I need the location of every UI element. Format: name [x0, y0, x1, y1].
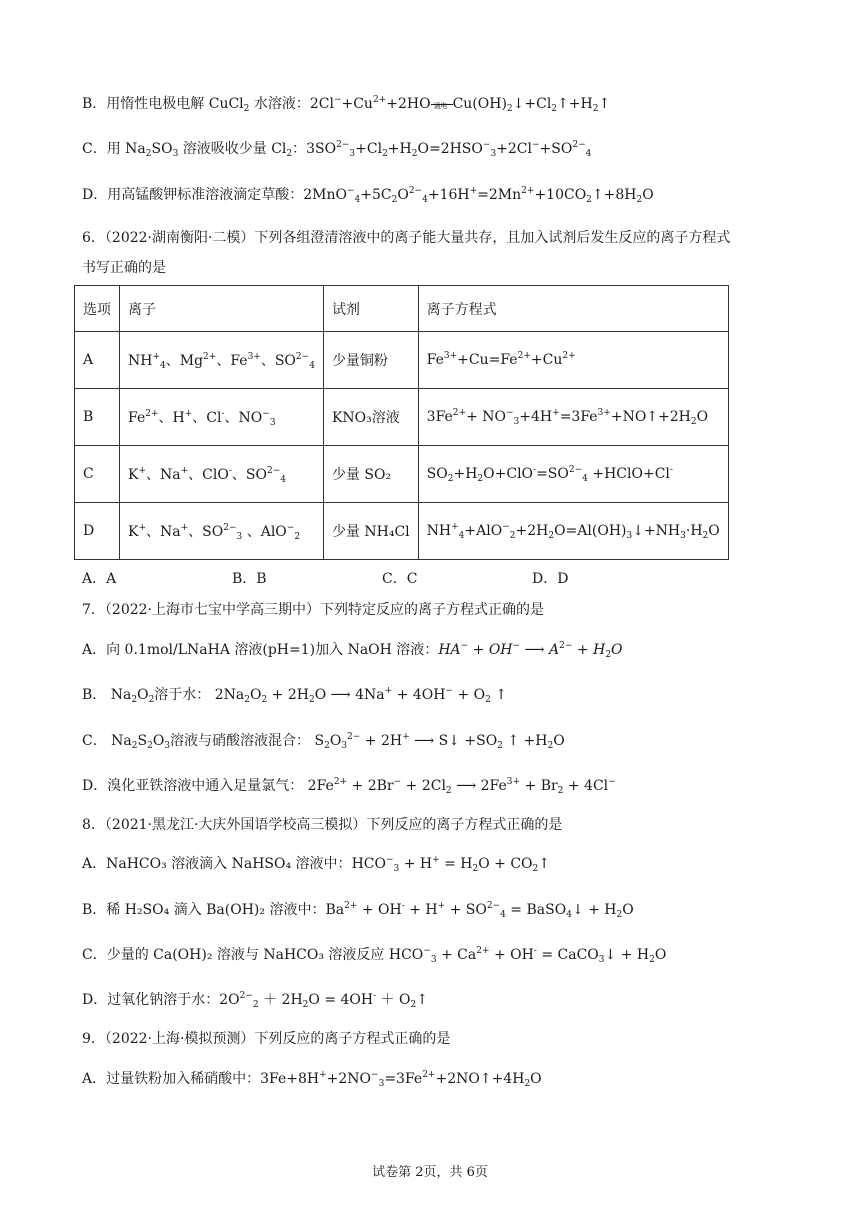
q7-option-d: D．溴化亚铁溶液中通入足量氯气： $2Fe^{2+} + 2Br^- + 2Cl_2$ ⟶ $2Fe^{3+} + Br_2 + 4Cl^-$	[82, 777, 616, 796]
row-equation: $Fe^{3+}+Cu=Fe^{2+}+Cu^{2+}$	[418, 332, 728, 389]
q8-option-d: D．过氧化钠溶于水：$2O^{2-}_2 + 2H_2O = 4OH^-$ ＋ $O_2↑$	[82, 991, 429, 1010]
row-reagent: 少量 SO₂	[323, 446, 418, 503]
table-row	[75, 389, 729, 446]
row-ions: $NH^+_4$、$Mg^{2+}$、$Fe^{3+}$、$SO^{2-}_4$	[120, 332, 324, 389]
q6-stem-line1: 6．（2022·湖南衡阳·二模）下列各组澄清溶液中的离子能大量共存，且加入试剂后发生反应的离子方程式	[82, 230, 731, 246]
q8-option-c: C．少量的 Ca(OH)₂ 溶液与 NaHCO₃ 溶液反应 $HCO^-_3 + Ca^{2+} + OH^-$ = CaCO$_3$↓ + $H_2O$	[82, 946, 667, 965]
table-header-row	[75, 286, 729, 332]
row-reagent: 少量铜粉	[323, 332, 418, 389]
q6-stem-line2: 书写正确的是	[82, 260, 166, 276]
q5-option-d: D．用高锰酸钾标准溶液滴定草酸：$2MnO^-_4+5C_2O^{2-}_4+16H^+=2Mn^{2+}+10CO_2↑+8H_2O$	[82, 186, 654, 205]
q7-option-b-mid: 溶于水：	[154, 687, 211, 703]
header-equation: 离子方程式	[418, 286, 728, 332]
q8-option-a: A．NaHCO₃ 溶液滴入 NaHSO₄ 溶液中：$HCO^-_3 + H^+ = H_2O$ + $CO_2↑$	[82, 855, 550, 874]
q8-stem: 8．（2021·黑龙江·大庆外国语学校高三模拟）下列反应的离子方程式正确的是	[82, 817, 563, 833]
q7-option-a-label: A．向 0.1mol/LNaHA 溶液(pH=1)加入 NaOH 溶液：	[82, 642, 439, 658]
q8-option-b: B．稀 H₂SO₄ 滴入 Ba(OH)₂ 溶液中：$Ba^{2+} + OH^- + H^+ + SO^{2-}_4$ = BaSO$_4$↓ + $H_2O$	[82, 901, 634, 920]
table-row	[75, 446, 729, 503]
q8-option-c-label: C．少量的 Ca(OH)₂ 溶液与 NaHCO₃ 溶液反应	[82, 947, 389, 963]
row-equation: $SO_2+H_2O+ClO^-=SO^{2-}_4$ +HClO+Cl-	[418, 446, 728, 503]
q5-option-b-label: B．用惰性电极电解 CuCl	[82, 96, 244, 112]
q6-answer-d: D．D	[532, 571, 569, 587]
q8-option-a-label: A．NaHCO₃ 溶液滴入 NaHSO₄ 溶液中：	[82, 856, 352, 872]
table-row	[75, 332, 729, 389]
q7-stem: 7．（2022·上海市七宝中学高三期中）下列特定反应的离子方程式正确的是	[82, 602, 544, 618]
q6-table	[74, 285, 729, 560]
q7-option-c-mid: 溶液与硝酸溶液混合：	[170, 733, 311, 749]
q7-option-b: B． $Na_2O_2$溶于水： $2Na_2O_2 + 2H_2O$ ⟶ $4Na^+ + 4OH^- + O_2$ ↑	[82, 686, 508, 705]
row-option: B	[75, 389, 120, 446]
row-option: D	[75, 503, 120, 560]
q5-option-c-mid: 溶液吸收少量 Cl	[178, 141, 287, 157]
row-ions: K+、Na+、$SO^{2-}_3$ 、AlO−$_2$	[120, 503, 324, 560]
q5-option-c-label: C．用 Na	[82, 141, 146, 157]
q5-option-b: B．用惰性电极电解 CuCl$_2$ 水溶液：$2Cl^-+Cu^{2+}+2HO$ 通电 $Cu(OH)_2↓+Cl_2↑+H_2↑$	[82, 95, 611, 114]
row-ions: K+、Na+、ClO-、$SO^{2-}_4$	[120, 446, 324, 503]
row-equation: $NH^+_4+AlO^-_2+2H_2O=Al(OH)_3↓+NH_3\cdot H_2O$	[418, 503, 728, 560]
page-footer: 试卷第 2页，共 6页	[372, 1165, 488, 1180]
q6-answer-b: B．B	[232, 571, 267, 587]
q9-option-a-label: A．过量铁粉加入稀硝酸中：	[82, 1071, 261, 1087]
row-option: C	[75, 446, 120, 503]
q6-answer-a: A．A	[82, 571, 117, 587]
q7-option-c-label: C．	[82, 733, 107, 749]
q8-option-d-label: D．过氧化钠溶于水：	[82, 992, 220, 1008]
header-option: 选项	[75, 286, 120, 332]
header-ions: 离子	[120, 286, 324, 332]
q6-answer-c: C．C	[382, 571, 418, 587]
q8-option-b-label: B．稀 H₂SO₄ 滴入 Ba(OH)₂ 溶液中：	[82, 902, 326, 918]
q7-option-a: A．向 0.1mol/LNaHA 溶液(pH=1)加入 NaOH 溶液：HA− + OH− ⟶ $A^{2-} + H_2O$	[82, 641, 623, 660]
q7-option-b-label: B．	[82, 687, 107, 703]
row-reagent: 少量 NH₄Cl	[323, 503, 418, 560]
row-reagent: KNO₃溶液	[323, 389, 418, 446]
q7-option-c: C． $Na_2S_2O_3$溶液与硝酸溶液混合： $S_2O_3^{2-} + 2H^+$ ⟶ S↓ $+SO_2$ ↑ $+H_2O$	[82, 732, 565, 751]
q5-option-b-eq: Cu(OH)	[452, 96, 507, 112]
row-option: A	[75, 332, 120, 389]
q5-option-d-label: D．用高锰酸钾标准溶液滴定草酸：2MnO	[82, 187, 347, 203]
q9-option-a: A．过量铁粉加入稀硝酸中：$3Fe+8H^++2NO^-_3=3Fe^{2+}+2NO↑+4H_2O$	[82, 1070, 542, 1089]
q5-option-c: C．用 $Na_2SO_3$ 溶液吸收少量 $Cl_2$：$3SO^{2-}_3+Cl_2+H_2O=2HSO^-_3+2Cl^-+SO^{2-}_4$	[82, 140, 592, 159]
table-row	[75, 503, 729, 560]
header-reagent: 试剂	[323, 286, 418, 332]
q5-option-b-mid: 水溶液：2Cl	[249, 96, 334, 112]
row-equation: $3Fe^{2+}+$ $NO^-_3+4H^+=3Fe^{3+}+NO↑+2H_2O$	[418, 389, 728, 446]
q7-option-d-label: D．溴化亚铁溶液中通入足量氯气：	[82, 778, 304, 794]
q9-stem: 9．（2022·上海·模拟预测）下列反应的离子方程式正确的是	[82, 1031, 451, 1047]
row-ions: $Fe^{2+}$、H+、Cl-、$NO^-_3$	[120, 389, 324, 446]
q5-condition: 通电	[433, 102, 448, 110]
